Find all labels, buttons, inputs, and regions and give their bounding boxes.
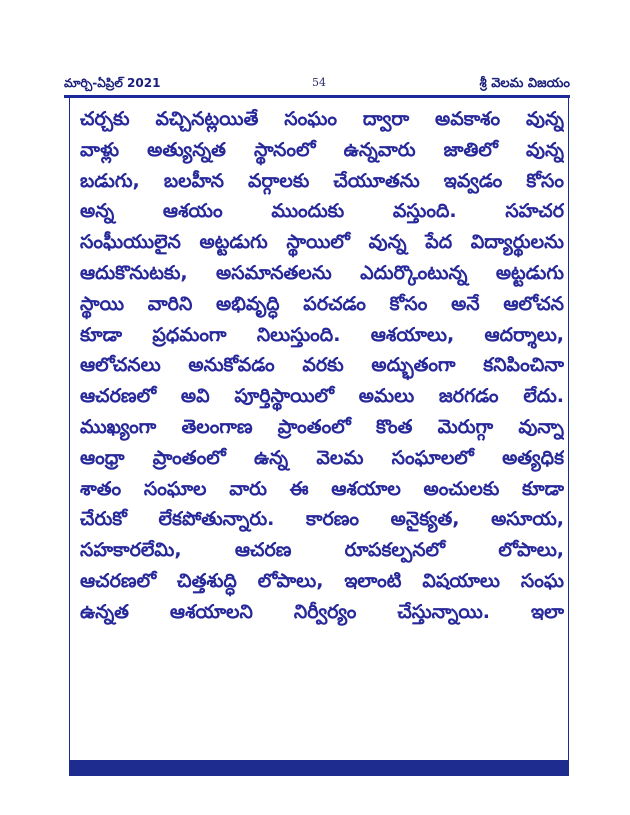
body-line: వాళ్లు అత్యున్నత స్థానంలో ఉన్నవారు జాతిలో వున్న <box>80 138 564 161</box>
body-line: సహకారలేమి, ఆచరణ రూపకల్పనలో లోపాలు, <box>80 539 564 562</box>
body-line: ఆదుకొనుటకు, అసమానతలను ఎదుర్కొంటున్న అట్టడుగు <box>80 261 564 284</box>
body-line: చర్చకు వచ్చినట్లయితే సంఘం ద్వారా అవకాశం వున్న <box>80 108 564 130</box>
body-line: ఆచరణలో అవి పూర్తిస్థాయిలో అమలు జరగడం లేదు. <box>80 385 564 408</box>
body-line: సంఘీయులైన అట్టడుగు స్థాయిలో వున్న పేద విద్యార్థులను <box>80 231 564 254</box>
footer-bar <box>69 760 569 776</box>
body-line: ఆలోచనలు అనుకోవడం వరకు అద్భుతంగా కనిపించినా <box>80 354 564 377</box>
page-number: 54 <box>312 76 326 89</box>
body-line: స్థాయి వారిని అభివృద్ధి పరచడం కోసం అనే ఆలోచన <box>80 292 564 315</box>
body-line: అన్న ఆశయం ముందుకు వస్తుంది. సహచర <box>80 200 564 223</box>
body-line: ముఖ్యంగా తెలంగాణ ప్రాంతంలో కొంత మెరుగ్గా వున్నా <box>80 415 564 438</box>
body-line: చేరుకో లేకపోతున్నారు. కారణం అనైక్యత, అసూయ, <box>80 508 564 531</box>
body-line: కూడా ప్రధమంగా నిలుస్తుంది. ఆశయాలు, ఆదర్శాలు, <box>80 323 564 346</box>
article-body <box>80 104 564 628</box>
body-line: ఆచరణలో చిత్తశుద్ధి లోపాలు, ఇలాంటి విషయాలు సంఘ <box>80 569 564 592</box>
body-line: ఉన్నత ఆశయాలని నిర్వీర్యం చేస్తున్నాయి. ఇలా <box>80 600 564 623</box>
body-line: శాతం సంఘాల వారు ఈ ఆశయాల అంచులకు కూడా <box>80 477 564 500</box>
body-line: ఆంధ్రా ప్రాంతంలో ఉన్న వెలమ సంఘాలలో అత్యధిక <box>80 446 564 469</box>
page-header <box>64 76 570 94</box>
magazine-title: శ్రీ వెలమ విజయం <box>479 76 570 91</box>
body-line: బడుగు, బలహీన వర్గాలకు చేయూతను ఇవ్వడం కోసం <box>80 169 564 192</box>
issue-date: మార్చి-ఏప్రిల్ 2021 <box>64 76 161 90</box>
